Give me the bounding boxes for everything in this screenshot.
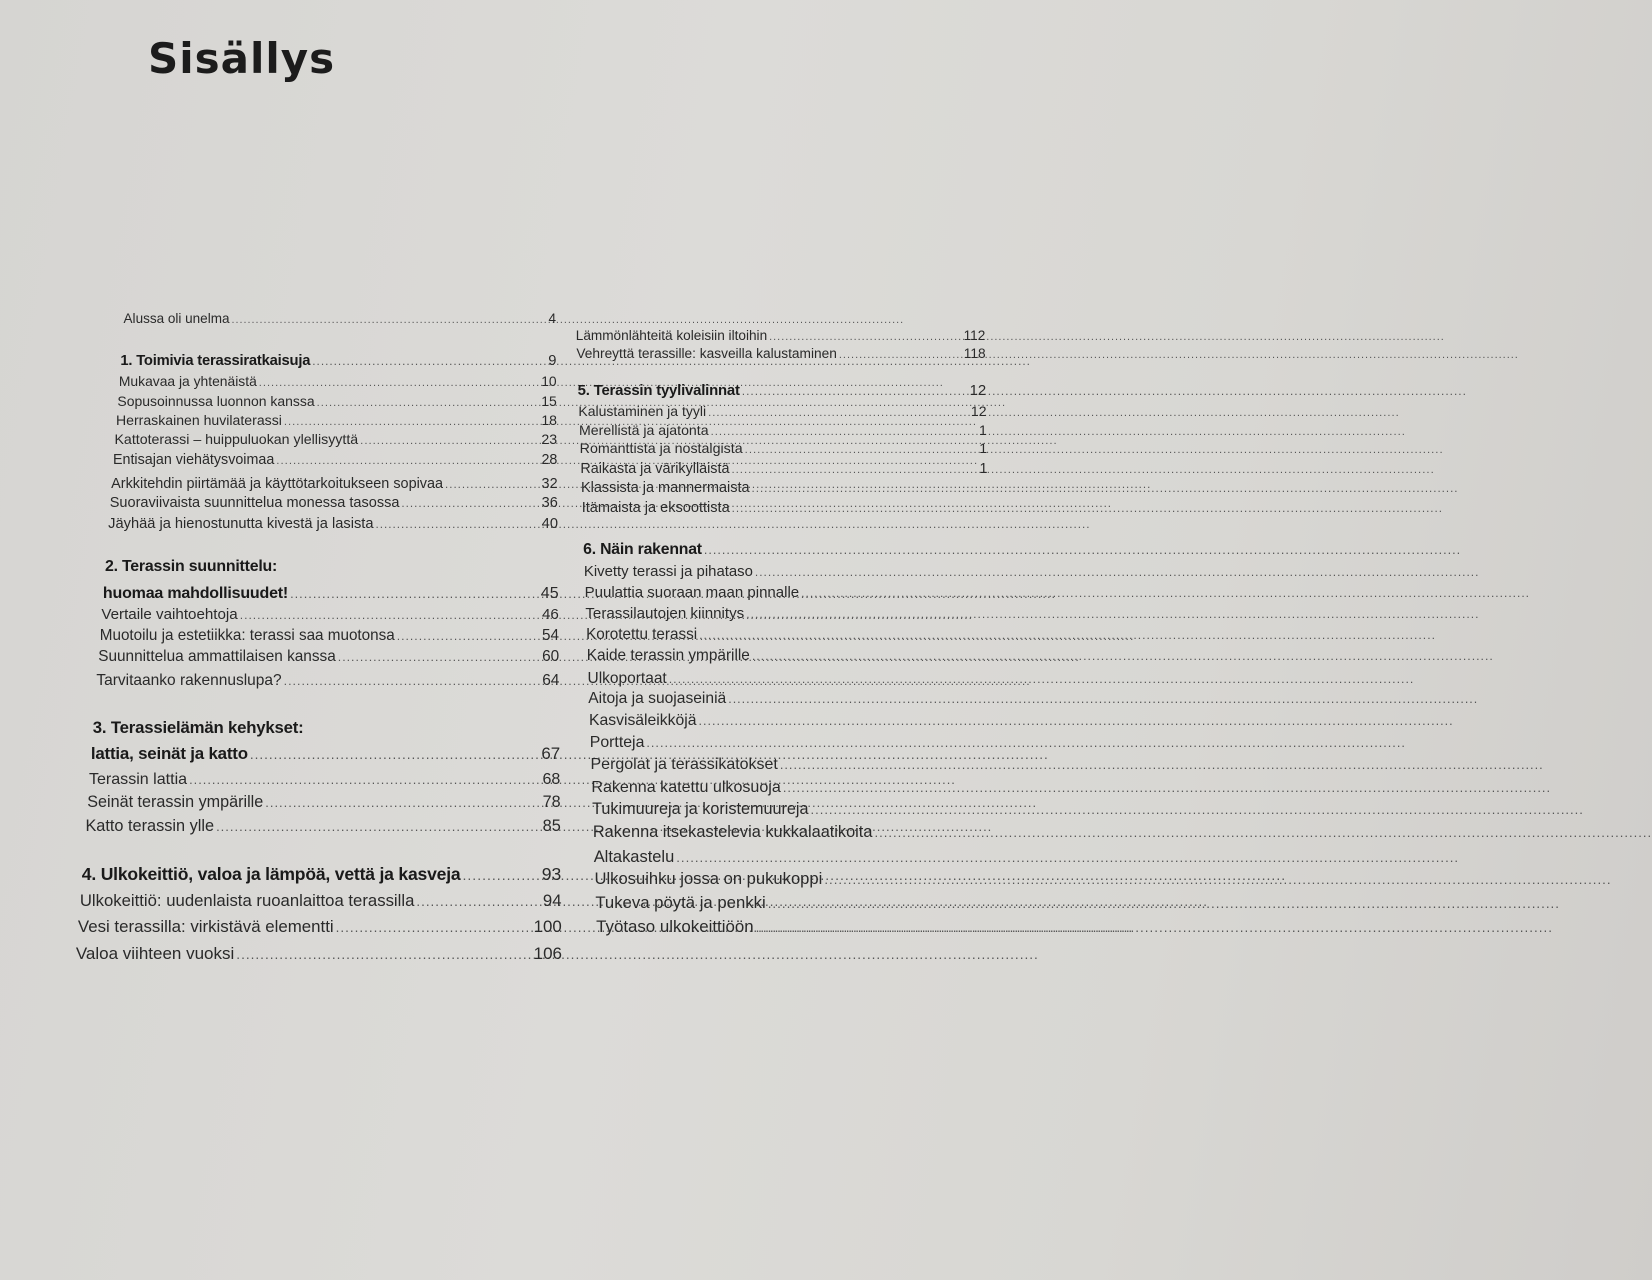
- toc-entry: [114, 433, 557, 449]
- dot-leader: [756, 921, 970, 936]
- toc-entry: [116, 413, 557, 428]
- toc-entry-title: Ulkoportaat: [587, 669, 667, 687]
- toc-section-row: [120, 353, 556, 369]
- toc-entry-title: lattia, seinät ja katto: [90, 744, 248, 764]
- toc-entry-title: Muotoilu ja estetiikka: terassi saa muotonsa: [99, 626, 395, 644]
- toc-entry-title: Aitoja ja suojaseiniä: [588, 690, 727, 708]
- toc-entry-title: Suoraviivaista suunnittelua monessa tasossa: [109, 495, 400, 512]
- toc-page-number: 40: [541, 516, 558, 533]
- dot-leader: [780, 758, 967, 772]
- toc-entry-title: Terassin lattia: [88, 769, 188, 788]
- toc-entry: [576, 328, 986, 344]
- section-heading: 3. Terassielämän kehykset:: [92, 718, 304, 738]
- toc-entry-title: Kalustaminen ja tyyli: [578, 402, 707, 419]
- toc-entry: [581, 481, 988, 497]
- dot-leader: [445, 479, 533, 492]
- toc-entry-title: Kattoterassi – huippuluokan ylellisyyttä: [114, 431, 359, 448]
- toc-entry: [580, 442, 987, 458]
- toc-section-row: [578, 383, 987, 399]
- toc-page-number: 36: [541, 495, 558, 512]
- toc-entry: [593, 824, 993, 842]
- dot-leader: [462, 868, 536, 883]
- toc-page-number: 18: [541, 411, 557, 428]
- toc-entry-title: Mukavaa ja yhtenäistä: [118, 373, 257, 390]
- dot-leader: [824, 873, 969, 888]
- toc-entry-title: Vesi terassilla: virkistävä elementti: [77, 917, 334, 937]
- dot-leader: [240, 609, 534, 622]
- toc-entry: [578, 404, 986, 419]
- toc-entry: [576, 346, 985, 361]
- toc-entry-title: Herraskainen huvilaterassi: [115, 411, 282, 428]
- toc-entry-title: Sopusoinnussa luonnon kanssa: [117, 393, 315, 410]
- toc-entry: [587, 648, 991, 665]
- toc-entry: [98, 649, 559, 666]
- toc-entry-title: Tukeva pöytä ja penkki: [595, 893, 766, 913]
- toc-entry-title: Portteja: [589, 734, 645, 752]
- toc-page-number: 64: [542, 672, 560, 690]
- dot-leader: [752, 650, 966, 664]
- toc-entry: [596, 918, 994, 937]
- toc-entry: [588, 690, 991, 707]
- toc-entry-title: Pergolat ja terassikatokset: [590, 756, 778, 774]
- dot-leader: [742, 385, 961, 398]
- toc-page-number: 112: [963, 328, 986, 344]
- dot-leader: [376, 519, 533, 532]
- toc-entry: [100, 628, 559, 645]
- toc-page-number: 1: [979, 460, 988, 477]
- dot-leader: [416, 895, 536, 910]
- toc-entry: [594, 870, 993, 888]
- toc-page-number: 1: [978, 421, 987, 438]
- dot-leader: [704, 544, 964, 558]
- toc-entry: [119, 374, 557, 389]
- toc-entry: [580, 462, 987, 478]
- toc-page-number: 60: [542, 647, 560, 665]
- toc-page-number: 118: [963, 346, 986, 362]
- toc-page-number: 28: [541, 451, 558, 468]
- dot-leader: [731, 464, 962, 477]
- toc-entry: [96, 672, 559, 689]
- toc-entry-title: Itämaista ja eksoottista: [581, 500, 730, 517]
- toc-entry: [101, 607, 558, 624]
- toc-page-number: 54: [542, 626, 560, 644]
- toc-entry-title: Lämmönlähteitä koleisiin iltoihin: [575, 328, 768, 344]
- toc-entry-title: Raikasta ja värikylläistä: [580, 460, 730, 477]
- toc-entry-title: Katto terassin ylle: [85, 816, 215, 835]
- toc-page-number: 23: [541, 431, 558, 448]
- toc-entry-title: Tukimuureja ja koristemuureja: [592, 799, 809, 818]
- toc-entry: [579, 423, 987, 439]
- toc-entry-title: Rakenna katettu ulkosuoja: [591, 777, 781, 796]
- dot-leader: [360, 435, 532, 447]
- toc-entry: [585, 585, 990, 602]
- toc-page-number: 4: [548, 311, 557, 327]
- dot-leader: [276, 455, 532, 468]
- toc-entry-title: Tarvitaanko rakennuslupa?: [96, 672, 282, 690]
- toc-entry: [124, 312, 557, 327]
- dot-leader: [745, 444, 962, 457]
- toc-entry-title: Jäyhää ja hienostunutta kivestä ja lasista: [108, 516, 374, 533]
- toc-page-number: 78: [542, 792, 561, 811]
- toc-entry: [595, 894, 994, 912]
- dot-leader: [284, 675, 535, 689]
- dot-leader: [783, 781, 968, 795]
- section-heading: 2. Terassin suunnittelu:: [104, 558, 278, 576]
- toc-page-number: 106: [533, 943, 562, 963]
- dot-leader: [768, 897, 970, 912]
- toc-section-row: [103, 585, 559, 603]
- toc-entry-title: Vertaile vaihtoehtoja: [101, 605, 238, 623]
- toc-section-row: [91, 745, 560, 764]
- dot-leader: [336, 921, 529, 936]
- toc-page-number: 46: [541, 605, 559, 623]
- toc-page-number: 85: [542, 816, 561, 835]
- dot-leader: [769, 332, 958, 344]
- toc-entry-title: Arkkitehdin piirtämää ja käyttötarkoitukseen sopivaa: [111, 475, 444, 492]
- toc-entry-title: Altakastelu: [593, 847, 675, 866]
- dot-leader: [189, 773, 535, 787]
- toc-entry-title: Kaide terassin ympärille: [586, 646, 750, 664]
- toc-entry-title: Ulkosuihku jossa on pukukoppi: [594, 869, 823, 889]
- dot-leader: [811, 803, 968, 817]
- toc-entry: [76, 945, 562, 964]
- toc-entry: [117, 394, 556, 409]
- toc-entry-title: Ulkokeittiö: uudenlaista ruoanlaittoa terassilla: [79, 891, 415, 911]
- toc-entry-title: Kivetty terassi ja pihataso: [583, 564, 753, 581]
- toc-entry: [592, 801, 993, 819]
- dot-leader: [839, 349, 959, 361]
- toc-entry: [108, 516, 558, 532]
- toc-entry: [585, 606, 989, 623]
- dot-leader: [676, 851, 968, 866]
- dot-leader: [290, 587, 534, 601]
- toc-entry: [590, 734, 992, 751]
- toc-entry-title: Romanttista ja nostalgista: [579, 440, 743, 457]
- toc-entry: [588, 670, 991, 687]
- dot-leader: [259, 377, 532, 389]
- toc-page-number: 100: [533, 917, 562, 937]
- toc-page-number: 32: [541, 475, 558, 492]
- page-title: Sisällys: [148, 34, 336, 83]
- dot-leader: [711, 426, 962, 438]
- toc-page-number: 10: [541, 373, 557, 390]
- toc-entry-title: Vehreyttä terassille: kasveilla kalustaminen: [576, 346, 837, 362]
- toc-entry: [582, 500, 988, 516]
- dot-leader: [801, 587, 964, 600]
- toc-entry-title: Klassista ja mannermaista: [581, 479, 750, 496]
- toc-entry: [87, 794, 560, 812]
- toc-entry: [110, 495, 558, 511]
- toc-page-number: 93: [541, 864, 562, 885]
- toc-entry-title: Rakenna itsekastelevia kukkalaatikoita: [592, 822, 873, 841]
- dot-leader: [250, 748, 535, 763]
- toc-entry: [80, 892, 562, 910]
- toc-page-number: 94: [542, 891, 562, 911]
- dot-leader: [874, 826, 968, 840]
- toc-entry: [594, 848, 994, 866]
- toc-entry-title: huomaa mahdollisuudet!: [102, 583, 289, 602]
- dot-leader: [699, 629, 965, 642]
- toc-entry-title: Puulattia suoraan maan pinnalle: [584, 583, 800, 601]
- toc-entry-title: Kasvisäleikköjä: [589, 712, 697, 730]
- dot-leader: [236, 948, 528, 963]
- dot-leader: [338, 651, 534, 665]
- toc-page-number: 68: [542, 769, 561, 788]
- dot-leader: [646, 737, 966, 751]
- toc-page-number: 15: [541, 393, 557, 410]
- toc-entry-title: 1. Toimivia terassiratkaisuja: [120, 353, 311, 370]
- toc-page-number: 12: [970, 402, 987, 419]
- toc-entry-title: Seinät terassin ympärille: [87, 792, 264, 811]
- toc-page-number: 9: [548, 353, 557, 370]
- dot-leader: [732, 503, 963, 516]
- toc-page-number: 12: [969, 382, 987, 400]
- dot-leader: [755, 566, 964, 579]
- toc-entry: [78, 918, 562, 937]
- dot-leader: [317, 397, 532, 409]
- toc-entry: [591, 779, 992, 797]
- toc-entry-title: Valoa viihteen vuoksi: [75, 943, 235, 963]
- dot-leader: [728, 693, 966, 707]
- toc-section-row: [583, 541, 989, 558]
- toc-page-number: 67: [541, 744, 561, 764]
- toc-entry-title: 6. Näin rakennat: [583, 541, 702, 559]
- dot-leader: [231, 315, 531, 327]
- toc-entry: [589, 712, 991, 729]
- dot-leader: [752, 483, 963, 496]
- dot-leader: [708, 407, 961, 419]
- toc-entry-title: Suunnittelua ammattilaisen kanssa: [98, 647, 336, 665]
- toc-entry-title: 4. Ulkokeittiö, valoa ja lämpöä, vettä ja kasveja: [81, 864, 461, 885]
- dot-leader: [669, 673, 966, 687]
- toc-entry: [591, 756, 993, 774]
- toc-entry: [111, 477, 557, 493]
- toc-entry: [89, 771, 560, 789]
- dot-leader: [698, 715, 966, 729]
- dot-leader: [265, 796, 535, 810]
- toc-entry-title: 5. Terassin tyylivalinnat: [577, 382, 740, 400]
- toc-entry: [584, 564, 989, 580]
- toc-entry-title: Korotettu terassi: [586, 625, 698, 643]
- toc-entry: [586, 627, 990, 644]
- dot-leader: [401, 498, 532, 511]
- toc-entry-title: Entisajan viehätysvoimaa: [112, 451, 275, 468]
- dot-leader: [312, 355, 531, 368]
- dot-leader: [397, 630, 534, 643]
- toc-entry-title: Terassilautojen kiinnitys: [585, 604, 745, 622]
- toc-section-row: [82, 865, 562, 884]
- toc-entry-title: Alussa oli unelma: [123, 311, 230, 327]
- toc-entry: [113, 453, 557, 469]
- toc-entry-title: Työtaso ulkokeittiöön: [596, 917, 754, 937]
- toc-entry-title: Merellistä ja ajatonta: [579, 421, 709, 438]
- dot-leader: [216, 820, 536, 834]
- toc-page-number: 1: [979, 440, 988, 457]
- dot-leader: [284, 416, 532, 428]
- toc-entry: [85, 818, 560, 836]
- dot-leader: [746, 608, 964, 621]
- toc-page-number: 45: [540, 583, 559, 602]
